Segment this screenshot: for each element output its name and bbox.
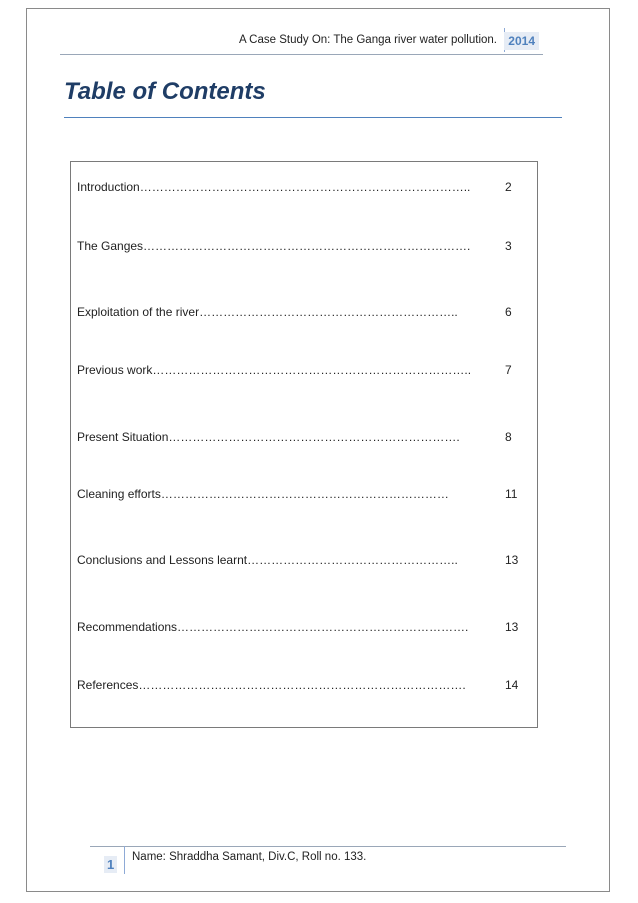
toc-entry-label: Recommendations……………………………………………………………….: [77, 620, 469, 634]
toc-heading: Table of Contents: [64, 78, 266, 105]
page-footer: [90, 846, 566, 876]
toc-entry-label: Introduction………………………………………………………………………..: [77, 180, 471, 194]
toc-entry-page: 2: [505, 180, 512, 194]
footer-divider: [124, 846, 125, 874]
toc-entry-label: Conclusions and Lessons learnt……………………………………………..: [77, 553, 458, 567]
toc-entry-label: Cleaning efforts………………………………………………………………: [77, 487, 449, 501]
toc-entry-label: Present Situation……………………………………………………………….: [77, 430, 460, 444]
toc-entry-label: The Ganges……………………………………………………………………….: [77, 239, 471, 253]
footer-page-number: 1: [104, 856, 117, 873]
heading-rule: [64, 117, 562, 118]
toc-entry-page: 11: [505, 487, 518, 501]
footer-rule: [90, 846, 566, 847]
toc-entry-page: 6: [505, 305, 512, 319]
header-year: 2014: [504, 32, 539, 50]
page-header: [60, 28, 543, 54]
toc-entry-label: References……………………………………………………………………….: [77, 678, 466, 692]
toc-entry-page: 13: [505, 620, 519, 634]
header-title: A Case Study On: The Ganga river water pollution.: [238, 34, 497, 46]
toc-box: [70, 161, 538, 728]
toc-entry-label: Exploitation of the river………………………………………………………..: [77, 305, 458, 319]
footer-author-info: Name: Shraddha Samant, Div.C, Roll no. 133.: [132, 851, 367, 863]
toc-entry-page: 14: [505, 678, 519, 692]
toc-entry-page: 7: [505, 363, 512, 377]
toc-entry-page: 13: [505, 553, 519, 567]
toc-entry-page: 8: [505, 430, 512, 444]
toc-entry-page: 3: [505, 239, 512, 253]
toc-entry-label: Previous work……………………………………………………………………..: [77, 363, 472, 377]
header-rule: [60, 54, 543, 55]
